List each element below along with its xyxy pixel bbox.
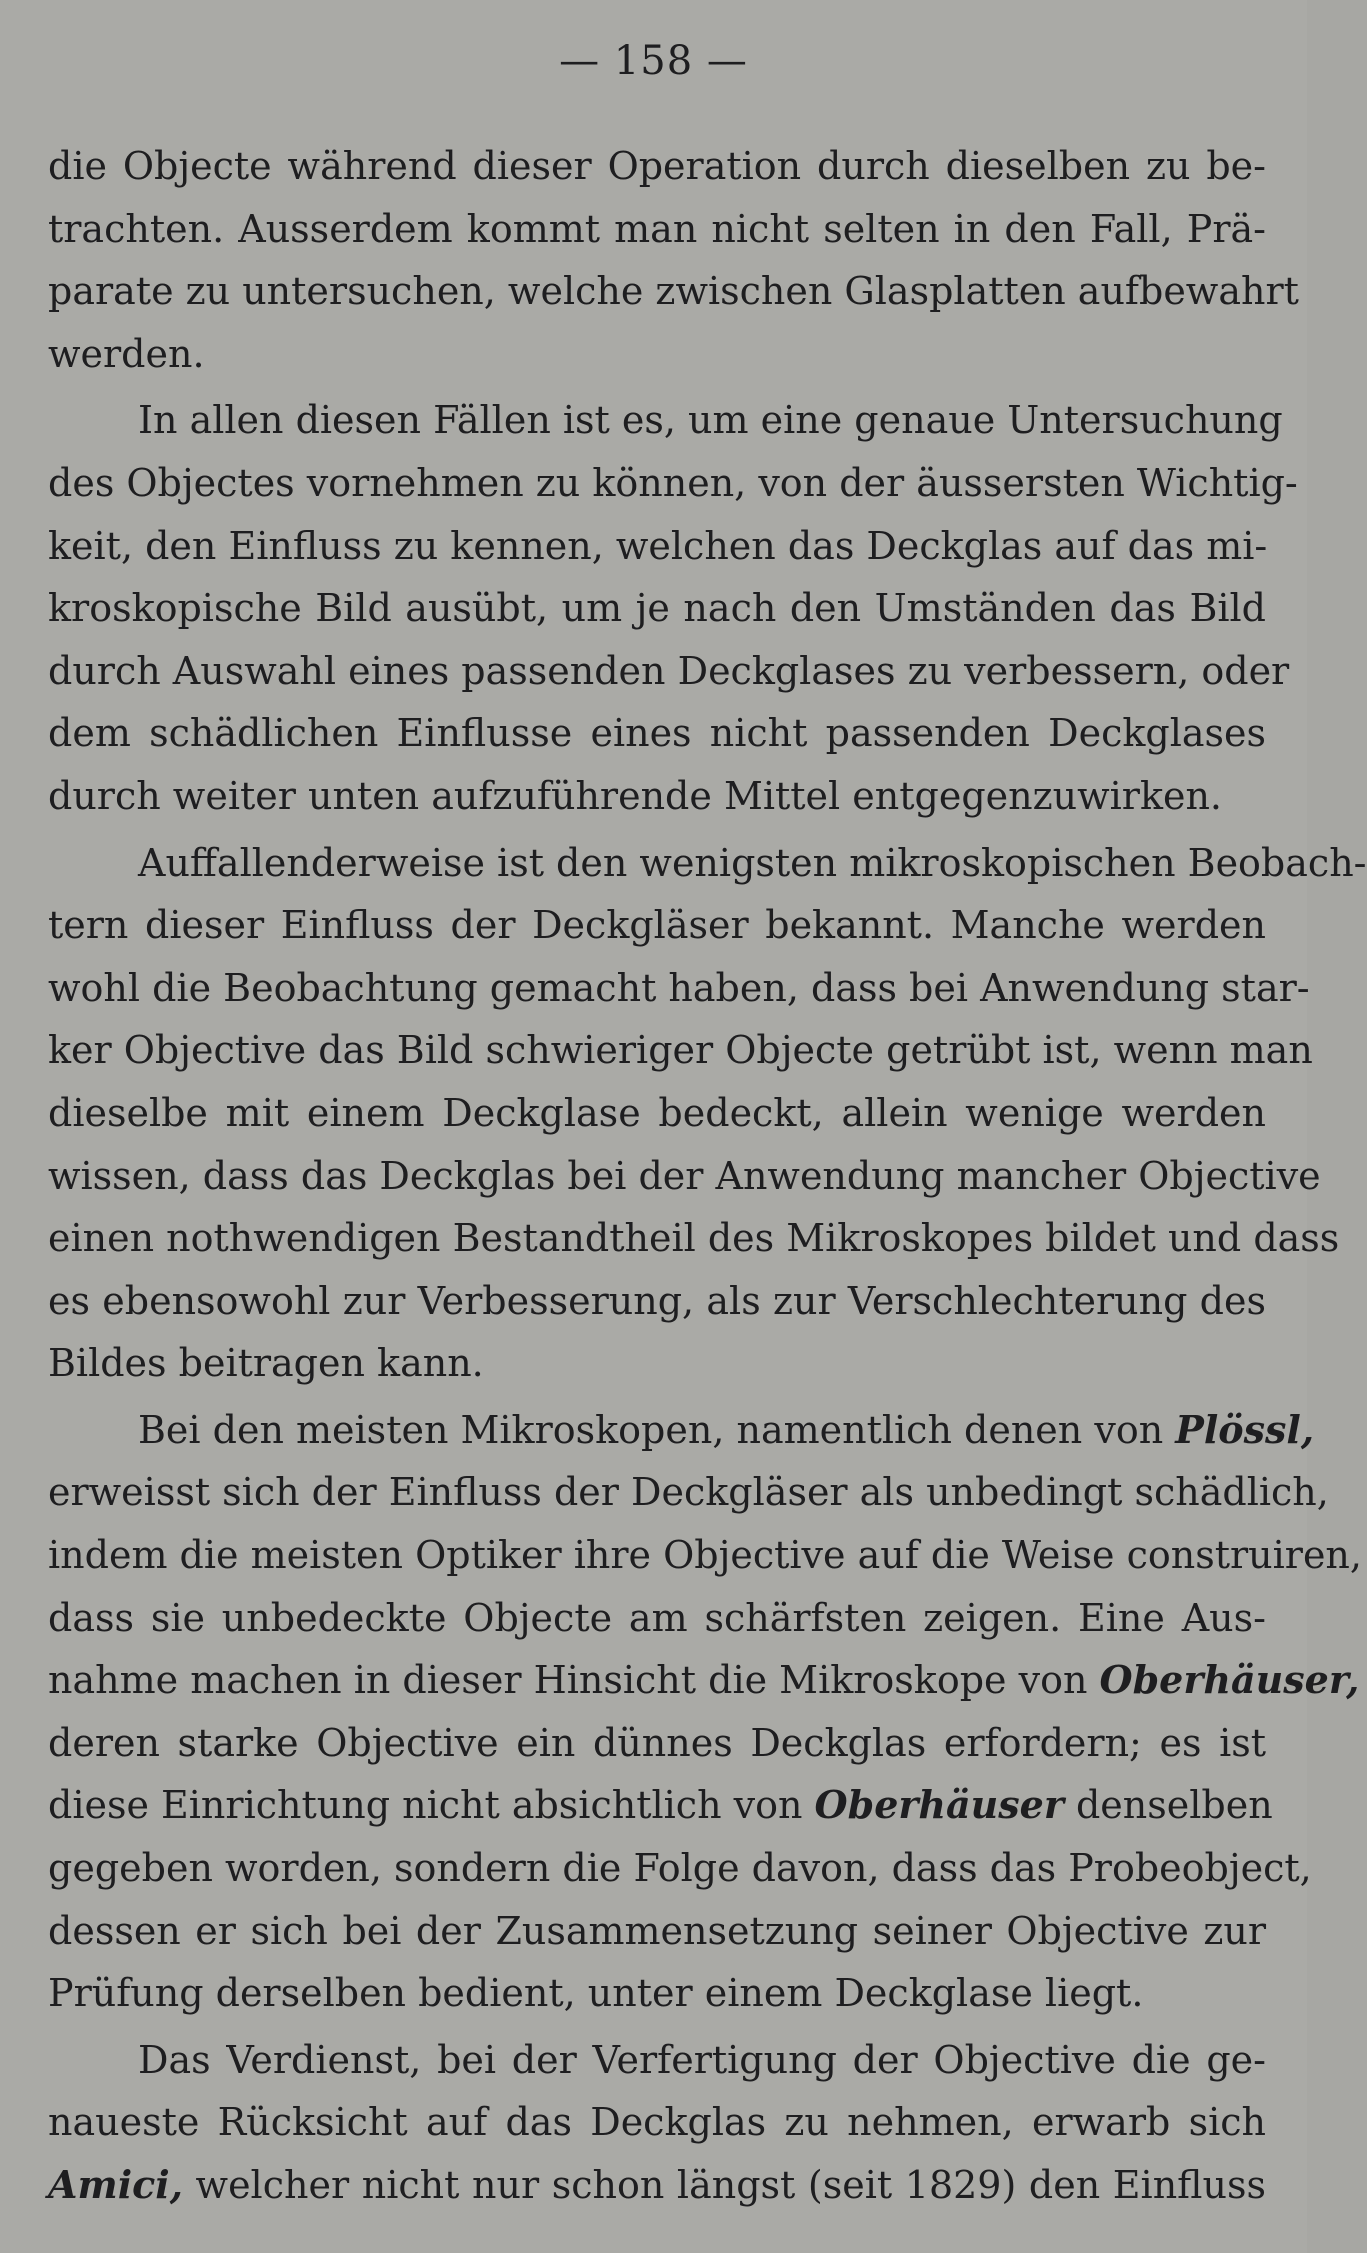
paragraph: [48, 2029, 1266, 2217]
text-line: dem schädlichen Einflusse eines nicht passenden Deckglases: [48, 711, 1266, 756]
paragraph: [48, 832, 1367, 1395]
text-line: indem die meisten Optiker ihre Objective auf die Weise construiren,: [48, 1533, 1362, 1578]
text-line: In allen diesen Fällen ist es, um eine genaue Untersuchung: [138, 398, 1283, 443]
text-line: es ebensowohl zur Verbesserung, als zur Verschlechterung des: [48, 1278, 1266, 1323]
text-line: des Objectes vornehmen zu können, von der äussersten Wichtig-: [48, 460, 1298, 505]
text-line: dass sie unbedeckte Objecte am schärfsten zeigen. Eine Aus-: [48, 1595, 1266, 1640]
text-line: werden.: [48, 331, 205, 376]
text-line: erweisst sich der Einfluss der Deckgläser als unbedingt schädlich,: [48, 1470, 1329, 1515]
text-line: deren starke Objective ein dünnes Deckglas erfordern; es ist: [48, 1720, 1266, 1765]
emphasized-name: Plössl,: [1175, 1406, 1315, 1452]
text-line: Amici, welcher nicht nur schon längst (seit 1829) den Einfluss: [48, 2162, 1266, 2207]
text-line: trachten. Ausserdem kommt man nicht selten in den Fall, Prä-: [48, 206, 1266, 251]
text-line: dieselbe mit einem Deckglase bedeckt, allein wenige werden: [48, 1090, 1266, 1135]
text-line: wissen, dass das Deckglas bei der Anwendung mancher Objective: [48, 1153, 1321, 1198]
text-line: Das Verdienst, bei der Verfertigung der Objective die ge-: [138, 2037, 1266, 2082]
text-line: parate zu untersuchen, welche zwischen Glasplatten aufbewahrt: [48, 269, 1299, 314]
text-line: diese Einrichtung nicht absichtlich von Oberhäuser denselben: [48, 1782, 1273, 1828]
paragraph: [48, 135, 1299, 385]
text-line: durch Auswahl eines passenden Deckglases zu verbessern, oder: [48, 648, 1290, 693]
text-line: kroskopische Bild ausübt, um je nach den Umständen das Bild: [48, 586, 1266, 631]
emphasized-name: Oberhäuser: [814, 1782, 1064, 1828]
text-line: keit, den Einfluss zu kennen, welchen das Deckglas auf das mi-: [48, 523, 1268, 568]
text-line: ker Objective das Bild schwieriger Objecte getrübt ist, wenn man: [48, 1028, 1313, 1073]
emphasized-name: Oberhäuser,: [1099, 1657, 1360, 1703]
text-line: tern dieser Einfluss der Deckgläser bekannt. Manche werden: [48, 903, 1266, 948]
text-line: einen nothwendigen Bestandtheil des Mikroskopes bildet und dass: [48, 1216, 1340, 1261]
text-line: dessen er sich bei der Zusammensetzung seiner Objective zur: [48, 1908, 1266, 1953]
text-line: Prüfung derselben bedient, unter einem Deckglase liegt.: [48, 1971, 1144, 2016]
text-line: wohl die Beobachtung gemacht haben, dass bei Anwendung star-: [48, 965, 1310, 1010]
text-line: Bei den meisten Mikroskopen, namentlich denen von Plössl,: [138, 1406, 1315, 1452]
body-text: [48, 135, 1367, 2221]
emphasized-name: Amici,: [48, 2162, 183, 2207]
paragraph: [48, 1399, 1362, 2025]
text-line: Auffallenderweise ist den wenigsten mikroskopischen Beobach-: [138, 840, 1367, 885]
text-line: nahme machen in dieser Hinsicht die Mikroskope von Oberhäuser,: [48, 1657, 1360, 1703]
text-line: naueste Rücksicht auf das Deckglas zu nehmen, erwarb sich: [48, 2100, 1266, 2145]
text-line: Bildes beitragen kann.: [48, 1341, 484, 1386]
text-line: gegeben worden, sondern die Folge davon, dass das Probeobject,: [48, 1846, 1312, 1891]
paragraph: [48, 389, 1298, 827]
text-line: durch weiter unten aufzuführende Mittel entgegenzuwirken.: [48, 773, 1223, 818]
text-line: die Objecte während dieser Operation durch dieselben zu be-: [48, 144, 1266, 188]
page-number-header: — 158 —: [559, 38, 748, 84]
